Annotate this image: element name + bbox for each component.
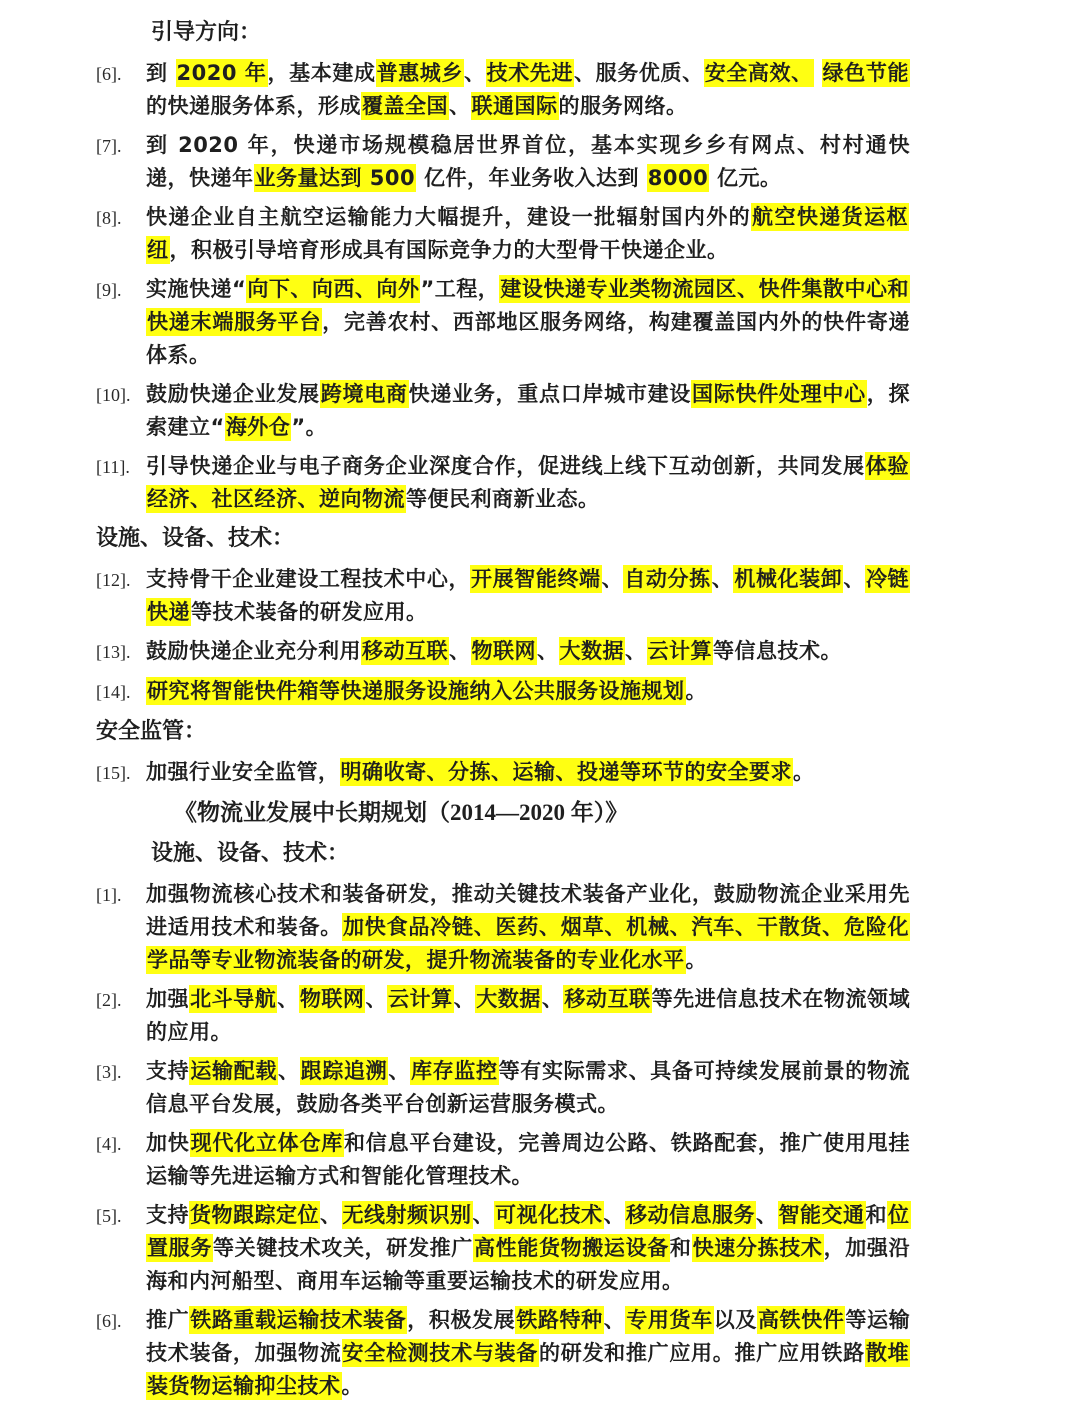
item-text	[146, 57, 910, 123]
item-text	[146, 273, 910, 372]
list-item-6	[96, 57, 910, 123]
text-segment: 、	[601, 567, 624, 591]
highlighted-segment: 国际快件处理中心	[692, 382, 866, 406]
document-title: 《物流业发展中长期规划（2014—2020 年）》	[174, 800, 629, 825]
item-number: [9].	[96, 280, 122, 300]
item-text	[146, 201, 910, 267]
highlighted-segment: 大数据	[559, 639, 624, 663]
text-segment: 、	[756, 1203, 778, 1227]
highlighted-segment: 快速分拣技术	[692, 1236, 823, 1260]
text-segment: 、	[603, 1203, 625, 1227]
item-text	[146, 1127, 910, 1193]
highlighted-segment: 8000	[647, 166, 709, 190]
text-segment: 等信息技术。	[713, 639, 842, 663]
text-segment: 以及	[713, 1308, 757, 1332]
highlighted-segment: 北斗导航	[190, 987, 277, 1011]
text-segment: 、	[472, 1203, 494, 1227]
text-segment: ，积极引导培育形成具有国际竞争力的大型骨干快递企业。	[169, 238, 729, 262]
text-segment: ，完善农村、西部地区服务网络，构建覆盖国内外的快件寄递体系。	[146, 310, 911, 367]
highlighted-segment: 铁路特种	[516, 1308, 603, 1332]
highlighted-segment: 货物跟踪定位	[190, 1203, 319, 1227]
list-item-10	[96, 378, 910, 444]
text-segment: 等关键技术攻关，研发推广	[213, 1236, 473, 1260]
text-segment: 、	[320, 1203, 342, 1227]
item-number: [10].	[96, 385, 131, 405]
item-number: [11].	[96, 457, 130, 477]
highlighted-segment: 技术先进	[486, 61, 574, 85]
highlighted-segment: 运输配载	[190, 1059, 277, 1083]
text-segment: 的快递服务体系，形成	[146, 94, 361, 118]
highlighted-segment: 大数据	[476, 987, 541, 1011]
list-item-4	[96, 1127, 910, 1193]
list-item-8	[96, 201, 910, 267]
list-item-14	[96, 675, 910, 709]
section-heading: 设施、设备、技术：	[96, 526, 295, 551]
item-number: [3].	[96, 1062, 122, 1082]
text-segment: 、	[464, 61, 486, 85]
highlighted-segment: 跟踪追溯	[300, 1059, 388, 1083]
highlighted-segment: 物联网	[299, 987, 365, 1011]
text-segment: 推广	[146, 1308, 190, 1332]
text-segment: 、	[365, 987, 388, 1011]
list-item-13	[96, 635, 910, 669]
list-item-5	[96, 1199, 910, 1298]
text-segment: 、	[277, 987, 299, 1011]
list-item-6	[96, 1304, 910, 1403]
highlighted-segment: 跨境电商	[320, 382, 408, 406]
text-segment: 支持	[146, 1203, 189, 1227]
text-segment: ”。	[291, 415, 328, 439]
highlighted-segment: 2020 年	[176, 61, 267, 85]
highlighted-segment: 开展智能终端	[471, 567, 601, 591]
text-segment: 的研发和推广应用。推广应用铁路	[539, 1341, 865, 1365]
text-segment: 加强物流核心技术和装备研发，推动关键技术装备产业化，鼓励物流企业采用先进适用技术和装备。	[146, 882, 910, 939]
item-text	[146, 1304, 910, 1403]
list-item-15	[96, 756, 910, 790]
text-segment: 支持骨干企业建设工程技术中心，	[146, 567, 471, 591]
text-segment: 亿元。	[709, 166, 782, 190]
item-number: [6].	[96, 1311, 122, 1331]
text-segment: ，积极发展	[407, 1308, 516, 1332]
item-text	[146, 635, 910, 668]
text-segment: 实施快递“	[146, 277, 247, 301]
highlighted-segment: 联通国际	[471, 94, 558, 118]
section-heading: 引导方向：	[151, 20, 262, 45]
highlighted-segment: 自动分拣	[624, 567, 711, 591]
item-number: [8].	[96, 208, 122, 228]
highlighted-segment: 研究将智能快件箱等快递服务设施纳入公共服务设施规划	[147, 679, 685, 703]
text-segment: 到	[146, 61, 176, 85]
highlighted-segment: 移动信息服务	[626, 1203, 755, 1227]
highlighted-segment: 现代化立体仓库	[190, 1131, 344, 1155]
item-number: [1].	[96, 885, 122, 905]
item-number: [6].	[96, 64, 122, 84]
item-text	[146, 378, 910, 444]
text-segment: 快递业务，重点口岸城市建设	[408, 382, 692, 406]
highlighted-segment: 云计算	[647, 639, 712, 663]
highlighted-segment: 航空快递货运枢纽	[147, 205, 909, 262]
text-segment: 。	[685, 679, 707, 703]
list-item-9	[96, 273, 910, 372]
highlighted-segment: 库存监控	[410, 1059, 498, 1083]
highlighted-segment: 高性能货物搬运设备	[473, 1236, 669, 1260]
text-segment: 等便民利商新业态。	[406, 487, 600, 511]
highlighted-segment: 移动互联	[564, 987, 651, 1011]
text-segment: ”工程，	[420, 277, 500, 301]
item-number: [12].	[96, 570, 131, 590]
text-segment: 、	[453, 987, 476, 1011]
text-segment: 鼓励快递企业充分利用	[146, 639, 361, 663]
highlighted-segment: 专用货车	[626, 1308, 713, 1332]
list-item-7	[96, 129, 910, 195]
highlighted-segment: 位置服务	[147, 1203, 910, 1260]
text-segment: 、	[277, 1059, 300, 1083]
highlighted-segment: 铁路重载运输技术装备	[190, 1308, 407, 1332]
highlighted-segment: 建设快递专业类物流园区、快件集散中心和快递末端服务平台	[147, 277, 910, 334]
text-segment: 等运输技术装备，加强物流	[146, 1308, 911, 1365]
item-number: [7].	[96, 136, 122, 156]
highlighted-segment: 高铁快件	[757, 1308, 845, 1332]
text-segment: 、	[449, 94, 471, 118]
highlighted-segment: 安全检测技术与装备	[342, 1341, 538, 1365]
highlighted-segment: 海外仓	[225, 415, 291, 439]
item-text	[146, 1199, 910, 1298]
highlighted-segment: 体验经济、社区经济、逆向物流	[147, 454, 909, 511]
text-segment: 和信息平台建设，完善周边公路、铁路配套，推广使用甩挂运输等先进运输方式和智能化管理技术。	[146, 1131, 911, 1188]
item-number: [14].	[96, 682, 131, 702]
text-segment: 、	[843, 567, 865, 591]
highlighted-segment: 机械化装卸	[734, 567, 843, 591]
text-segment: 等有实际需求、具备可持续发展前景的物流信息平台发展，鼓励各类平台创新运营服务模式。	[146, 1059, 911, 1116]
text-segment: 、	[537, 639, 559, 663]
item-text	[146, 450, 910, 516]
text-segment: 等技术装备的研发应用。	[191, 600, 428, 624]
section-heading: 设施、设备、技术：	[151, 841, 350, 866]
list-item-1	[96, 878, 910, 977]
highlighted-segment: 可视化技术	[495, 1203, 603, 1227]
text-segment: 等先进信息技术在物流领域的应用。	[146, 987, 911, 1044]
item-text	[146, 563, 910, 629]
highlighted-segment: 安全高效、	[704, 61, 813, 85]
text-segment: 引导快递企业与电子商务企业深度合作，促进线上线下互动创新，共同发展	[146, 454, 865, 478]
text-segment: 、	[711, 567, 734, 591]
item-text	[146, 129, 910, 195]
text-segment: 支持	[146, 1059, 190, 1083]
text-segment: ，加强沿海和内河船型、商用车运输等重要运输技术的研发应用。	[146, 1236, 911, 1293]
highlighted-segment: 无线射频识别	[342, 1203, 472, 1227]
text-segment: 、服务优质、	[574, 61, 704, 85]
text-segment: 。	[341, 1374, 363, 1398]
highlighted-segment: 云计算	[388, 987, 453, 1011]
text-segment	[814, 61, 822, 85]
list-item-11	[96, 450, 910, 516]
text-segment: 和	[669, 1236, 692, 1260]
text-segment: 、	[449, 639, 471, 663]
highlighted-segment: 明确收寄、分拣、运输、投递等环节的安全要求	[340, 760, 792, 784]
text-segment: 鼓励快递企业发展	[146, 382, 320, 406]
text-segment: 。	[793, 760, 815, 784]
highlighted-segment: 业务量达到 500	[254, 166, 416, 190]
highlighted-segment: 移动互联	[362, 639, 448, 663]
highlighted-segment: 物联网	[471, 639, 536, 663]
text-segment: 、	[625, 639, 647, 663]
list-item-2	[96, 983, 910, 1049]
item-number: [15].	[96, 763, 131, 783]
section-heading: 安全监管：	[96, 719, 207, 744]
item-number: [2].	[96, 990, 122, 1010]
highlighted-segment: 智能交通	[778, 1203, 865, 1227]
list-item-12	[96, 563, 910, 629]
highlighted-segment: 普惠城乡	[376, 61, 463, 85]
highlighted-segment: 冷链快递	[147, 567, 910, 624]
item-text	[146, 878, 910, 977]
list-item-3	[96, 1055, 910, 1121]
item-text	[146, 1055, 910, 1121]
text-segment: 亿件，年业务收入达到	[416, 166, 647, 190]
text-segment: 加强行业安全监管，	[146, 760, 340, 784]
highlighted-segment: 散堆装货物运输抑尘技术	[147, 1341, 910, 1398]
text-segment: 、	[541, 987, 564, 1011]
text-segment: 加强	[146, 987, 190, 1011]
item-text	[146, 675, 910, 708]
item-number: [5].	[96, 1206, 122, 1226]
highlighted-segment: 覆盖全国	[362, 94, 448, 118]
text-segment: 、	[603, 1308, 626, 1332]
text-segment: 加快	[146, 1131, 190, 1155]
text-segment: 的服务网络。	[558, 94, 688, 118]
text-segment: ，探索建立“	[146, 382, 911, 439]
text-segment: ，基本建成	[267, 61, 376, 85]
text-segment: 到 2020 年，快递市场规模稳居世界首位，基本实现乡乡有网点、村村通快递，快递年	[146, 133, 910, 190]
item-text	[146, 983, 910, 1049]
highlighted-segment: 向下、向西、向外	[247, 277, 420, 301]
text-segment: 。	[685, 948, 707, 972]
highlighted-segment: 绿色节能	[822, 61, 909, 85]
item-number: [13].	[96, 642, 131, 662]
text-segment: 快递企业自主航空运输能力大幅提升，建设一批辐射国内外的	[146, 205, 752, 229]
text-segment: 和	[865, 1203, 887, 1227]
item-number: [4].	[96, 1134, 122, 1154]
text-segment: 、	[388, 1059, 410, 1083]
highlighted-segment: 加快食品冷链、医药、烟草、机械、汽车、干散货、危险化学品等专业物流装备的研发，提升物流装备的专业化水平	[147, 915, 909, 972]
item-text	[146, 756, 910, 789]
